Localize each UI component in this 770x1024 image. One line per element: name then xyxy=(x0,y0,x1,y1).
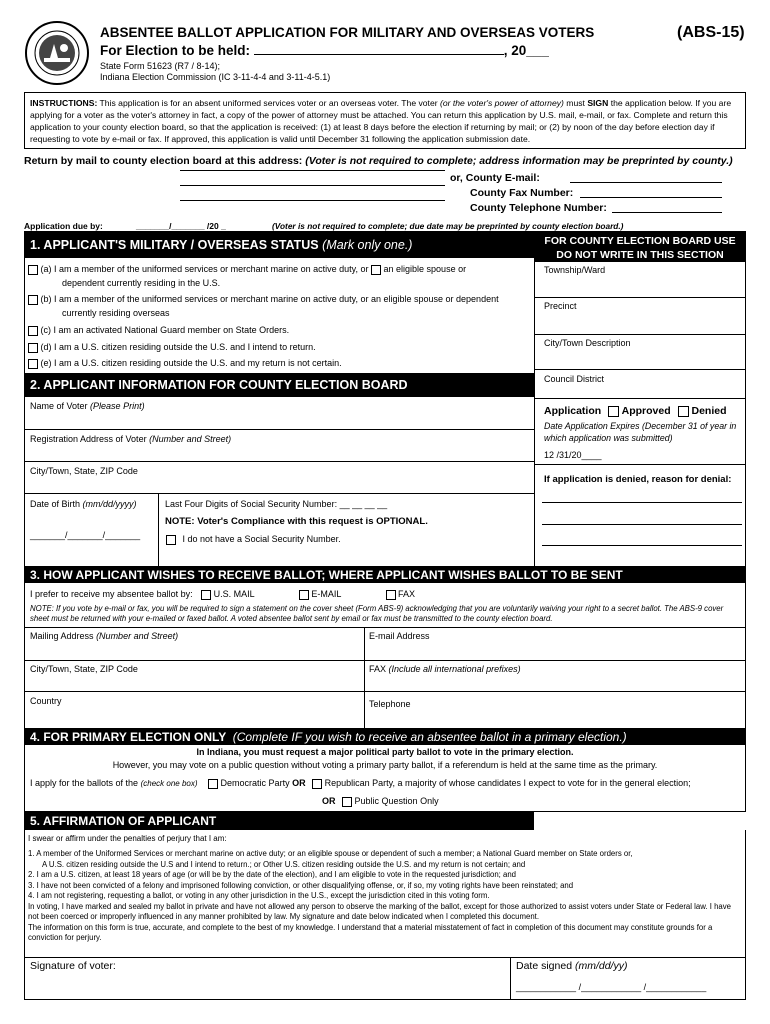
ballot-delivery-row xyxy=(30,589,415,600)
denied-reason-line-3[interactable] xyxy=(542,545,742,546)
party-apply-label: I apply for the ballots of the xyxy=(30,778,139,788)
status-b-cont: currently residing overseas xyxy=(62,308,170,318)
divider xyxy=(24,493,534,494)
fax-number-label: FAX (Include all international prefixes) xyxy=(369,664,521,674)
state-form-number: State Form 51623 (R7 / 8-14); xyxy=(100,61,221,71)
status-a-row xyxy=(28,264,466,275)
instructions-label: INSTRUCTIONS: xyxy=(30,98,98,108)
republican-label: Republican Party, a majority of whose candidates I expect to vote for in the general election; xyxy=(324,778,691,788)
voter-name-label: Name of Voter (Please Print) xyxy=(30,401,145,411)
return-address-line-2[interactable] xyxy=(180,185,445,186)
status-d-checkbox[interactable] xyxy=(28,343,38,353)
approved-checkbox[interactable] xyxy=(608,406,619,417)
state-seal xyxy=(24,20,90,86)
city-description-label: City/Town Description xyxy=(544,338,631,348)
primary-line-1: In Indiana, you must request a major political party ballot to vote in the primary election. xyxy=(196,747,574,757)
county-box-divider xyxy=(534,232,535,566)
affirmation-item-1b: A U.S. citizen residing outside the U.S and I intend to return.; or Other U.S. citizen residing outside the U.S. and my return is not certain; and xyxy=(42,859,526,869)
county-box-header-1: FOR COUNTY ELECTION BOARD USE xyxy=(544,235,736,247)
date-signed-input[interactable]: ____________ /____________ /____________ xyxy=(516,982,707,992)
us-mail-checkbox[interactable] xyxy=(201,590,211,600)
mailing-address-label: Mailing Address (Number and Street) xyxy=(30,631,179,641)
status-e-checkbox[interactable] xyxy=(28,359,38,369)
status-b-row xyxy=(28,294,499,305)
dob-input[interactable]: _______/_______/_______ xyxy=(30,530,141,540)
fax-label: FAX xyxy=(398,589,416,599)
divider xyxy=(510,957,511,999)
country-label: Country xyxy=(30,696,62,706)
status-e-row xyxy=(28,358,342,369)
county-fax-input[interactable] xyxy=(580,197,722,198)
public-question-row xyxy=(322,796,439,807)
section-4-title: 4. FOR PRIMARY ELECTION ONLY xyxy=(30,730,227,744)
divider xyxy=(535,464,745,465)
denied-reason-line-2[interactable] xyxy=(542,524,742,525)
ssn-note: NOTE: Voter's Compliance with this request is OPTIONAL. xyxy=(165,516,428,527)
county-email-input[interactable] xyxy=(570,182,722,183)
council-district-label: Council District xyxy=(544,374,605,384)
precinct-label: Precinct xyxy=(544,301,577,311)
election-date-line xyxy=(100,42,549,58)
election-date-blank[interactable] xyxy=(254,42,504,55)
status-c-label: (c) I am an activated National Guard member on State Orders. xyxy=(40,325,290,335)
republican-checkbox[interactable] xyxy=(312,779,322,789)
affirmation-item-3: 3. I have not been convicted of a felony and imprisoned following conviction, or other disqualifying offense, or, if so, my voting rights have been reinstated; and xyxy=(28,880,574,890)
ballot-delivery-label: I prefer to receive my absentee ballot by: xyxy=(30,589,193,599)
application-due-note: (Voter is not required to complete; due date may be preprinted by county election board.) xyxy=(272,221,624,231)
ssn-label[interactable]: Last Four Digits of Social Security Number: __ __ __ __ xyxy=(165,499,388,509)
affirmation-paragraph-1: In voting, I have marked and sealed my ballot in private and have not allowed any person to observe the marking of the ballot, except for those authorized to assist voters under State or Federal law. I have not been coerced or improperly influenced in any manner prohibited by law. My signature and date below indicated when I completed this document. xyxy=(28,901,731,921)
divider xyxy=(364,627,365,728)
or-label-2: OR xyxy=(322,796,336,806)
return-address-line-3[interactable] xyxy=(180,200,445,201)
election-label: For Election to be held: xyxy=(100,43,251,58)
county-box-header-2: DO NOT WRITE IN THIS SECTION xyxy=(556,249,724,261)
divider xyxy=(535,334,745,335)
return-heading-italic: (Voter is not required to complete; address information may be preprinted by county.) xyxy=(305,155,733,167)
commission-citation: Indiana Election Commission (IC 3-11-4-4 and 3-11-4-5.1) xyxy=(100,72,331,82)
denied-label: Denied xyxy=(691,405,727,417)
expires-value: 12 /31/20____ xyxy=(544,450,602,460)
instructions-text-2: must xyxy=(563,98,588,108)
telephone-label: Telephone xyxy=(369,699,411,709)
city-state-zip-label: City/Town, State, ZIP Code xyxy=(30,466,138,476)
primary-line-2: However, you may vote on a public question without voting a primary party ballot, if a referendum is held at the same time as the primary. xyxy=(112,760,658,770)
county-phone-input[interactable] xyxy=(612,212,722,213)
return-heading xyxy=(24,155,733,167)
instructions-box xyxy=(24,92,746,149)
county-fax-label: County Fax Number: xyxy=(470,187,574,199)
party-choice-row xyxy=(30,778,691,789)
denied-reason-line-1[interactable] xyxy=(542,502,742,503)
email-label: E-MAIL xyxy=(311,589,342,599)
status-a-cont: dependent currently residing in the U.S. xyxy=(62,278,221,288)
status-c-checkbox[interactable] xyxy=(28,326,38,336)
dob-label: Date of Birth (mm/dd/yyyy) xyxy=(30,499,137,509)
return-heading-text: Return by mail to county election board at this address: xyxy=(24,155,306,167)
status-c-row xyxy=(28,325,289,336)
us-mail-label: U.S. MAIL xyxy=(213,589,255,599)
democratic-checkbox[interactable] xyxy=(208,779,218,789)
application-status-row xyxy=(544,405,727,417)
divider xyxy=(158,494,159,566)
voter-name-input[interactable] xyxy=(25,412,534,428)
democratic-label: Democratic Party xyxy=(220,778,290,788)
denied-reason-label: If application is denied, reason for denial: xyxy=(544,474,732,485)
divider xyxy=(24,429,534,430)
section-1-title: 1. APPLICANT'S MILITARY / OVERSEAS STATUS xyxy=(30,238,319,252)
party-apply-italic: (check one box) xyxy=(140,779,198,788)
fax-checkbox[interactable] xyxy=(386,590,396,600)
status-d-label: (d) I am a U.S. citizen residing outside the U.S. and I intend to return. xyxy=(40,342,316,352)
section-3-city-label: City/Town, State, ZIP Code xyxy=(30,664,138,674)
status-b-label: (b) I am a member of the uniformed services or merchant marine on active duty, or an eligible spouse or dependent xyxy=(40,294,499,304)
no-ssn-row xyxy=(166,534,341,545)
county-phone-label: County Telephone Number: xyxy=(470,202,607,214)
application-due-label: Application due by: xyxy=(24,221,103,231)
section-1-header xyxy=(24,232,534,258)
affirmation-intro: I swear or affirm under the penalties of perjury that I am: xyxy=(28,834,227,843)
status-a-checkbox[interactable] xyxy=(28,265,38,275)
application-due-value[interactable]: _______/_______ /20 _ xyxy=(136,221,226,231)
divider xyxy=(24,957,746,958)
instructions-text-3: the application below. If you are applying for a voter as the voter's attorney in fact, a copy of the power of attorney must be attached. You can return this application by U.S. mail, e-mail, or fax. Complete and return this application to your county election board, so that the application is received: (1) at least 8 days before the election if returning by mail; or (2) by noon of the day before election day if requesting to vote by e-mail or fax. If approved, this application is valid until December 31 following the application submission date. xyxy=(30,98,732,144)
approved-label: Approved xyxy=(621,405,671,417)
no-ssn-label: I do not have a Social Security Number. xyxy=(182,534,341,544)
instructions-text: This application is for an absent uniformed services voter or an overseas voter. The voter xyxy=(97,98,440,108)
status-a-spouse-label: an eligible spouse or xyxy=(383,264,467,274)
status-e-label: (e) I am a U.S. citizen residing outside the U.S. and my return is not certain. xyxy=(40,358,342,368)
divider xyxy=(24,691,746,692)
section-4-title-italic: (Complete IF you wish to receive an absentee ballot in a primary election.) xyxy=(232,730,627,744)
form-title: ABSENTEE BALLOT APPLICATION FOR MILITARY AND OVERSEAS VOTERS xyxy=(100,25,595,40)
section-5-header: 5. AFFIRMATION OF APPLICANT xyxy=(24,812,534,830)
status-a-spouse-checkbox[interactable] xyxy=(371,265,381,275)
divider xyxy=(24,461,534,462)
signature-label: Signature of voter: xyxy=(30,960,116,972)
email-checkbox[interactable] xyxy=(299,590,309,600)
affirmation-item-1: 1. A member of the Uniformed Services or merchant marine on active duty; or an eligible spouse or dependent of such a member; a National Guard member on State orders or, xyxy=(28,849,633,858)
public-question-checkbox[interactable] xyxy=(342,797,352,807)
divider xyxy=(535,297,745,298)
registration-address-label: Registration Address of Voter (Number and Street) xyxy=(30,434,232,444)
affirmation-text xyxy=(28,849,740,944)
return-address-line-1[interactable] xyxy=(180,170,445,171)
divider xyxy=(535,398,745,399)
divider xyxy=(535,369,745,370)
affirmation-item-2: 2. I am a U.S. citizen, at least 18 years of age (or will be by the date of the election), and I am eligible to vote in the requested jurisdiction; and xyxy=(28,870,517,879)
public-question-label: Public Question Only xyxy=(354,796,439,806)
section-1-title-italic: (Mark only one.) xyxy=(322,238,413,252)
instructions-sign: SIGN xyxy=(587,98,609,108)
section-4-header xyxy=(24,729,746,745)
divider xyxy=(24,627,746,628)
county-box-header xyxy=(535,232,745,262)
section-3-note: NOTE: If you vote by e-mail or fax, you will be required to sign a statement on the cover sheet (Form ABS-9) acknowledging that you are voluntarily waiving your right to a secret ballot. The ABS-9 cover sheet must be returned with your e-mailed or faxed ballot. A voted absentee ballot sent by email or fax must be transmitted to the county election board. xyxy=(30,604,724,623)
status-a-label: (a) I am a member of the uniformed services or merchant marine on active duty, or xyxy=(40,264,369,274)
email-address-label: E-mail Address xyxy=(369,631,430,641)
affirmation-paragraph-2: The information on this form is true, accurate, and complete to the best of my knowledge. I understand that a material misstatement of fact in completion of this document may constitute grounds for a conviction for perjury. xyxy=(28,922,713,942)
denied-checkbox[interactable] xyxy=(678,406,689,417)
township-label: Township/Ward xyxy=(544,265,606,275)
instructions-italic: (or the voter's power of attorney) xyxy=(439,98,564,108)
affirmation-item-4: 4. I am not registering, requesting a ballot, or voting in any other jurisdiction in the U.S., except the jurisdiction cited in this voting form. xyxy=(28,891,490,900)
city-state-zip-input[interactable] xyxy=(25,477,534,492)
expires-label: Date Application Expires (December 31 of year in which application was submitted) xyxy=(544,421,737,443)
county-email-label: or, County E-mail: xyxy=(450,172,540,184)
form-code: (ABS-15) xyxy=(677,24,745,41)
status-b-checkbox[interactable] xyxy=(28,295,38,305)
election-year: , 20___ xyxy=(503,43,549,58)
divider xyxy=(24,660,746,661)
date-signed-label: Date signed (mm/dd/yy) xyxy=(516,960,628,972)
no-ssn-checkbox[interactable] xyxy=(166,535,176,545)
registration-address-input[interactable] xyxy=(25,445,534,460)
application-label: Application xyxy=(544,405,602,417)
signature-input[interactable] xyxy=(25,975,509,999)
status-d-row xyxy=(28,342,316,353)
section-3-header: 3. HOW APPLICANT WISHES TO RECEIVE BALLOT; WHERE APPLICANT WISHES BALLOT TO BE SENT xyxy=(24,567,746,583)
section-2-header: 2. APPLICANT INFORMATION FOR COUNTY ELECTION BOARD xyxy=(24,373,534,397)
or-label-1: OR xyxy=(292,778,306,788)
